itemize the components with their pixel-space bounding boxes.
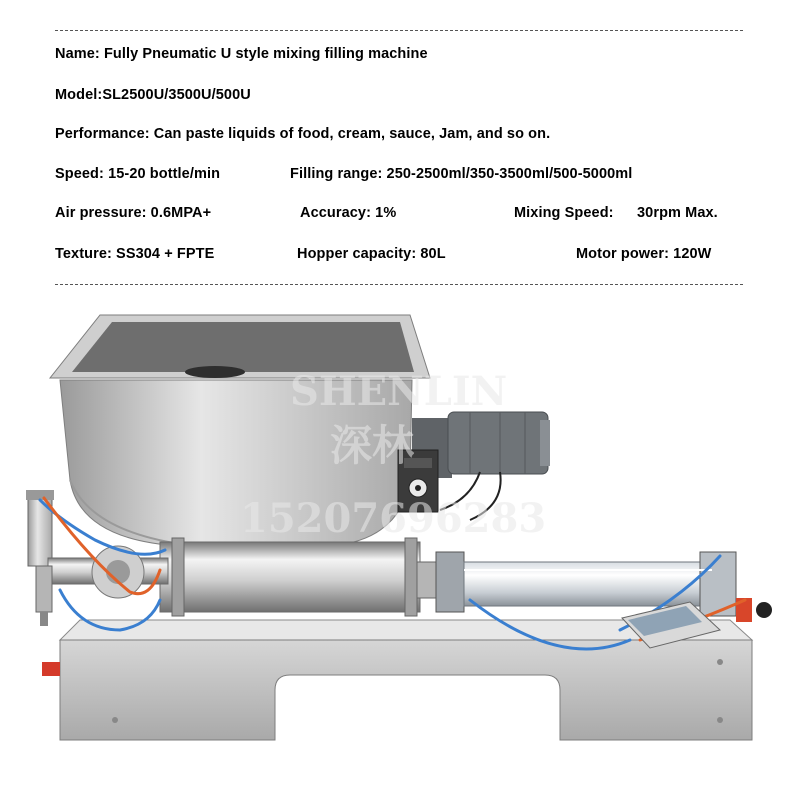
- air-inlet-fitting: [42, 662, 60, 676]
- spec-name: Name: Fully Pneumatic U style mixing filling machine: [55, 46, 428, 62]
- spec-mixing-speed-label: Mixing Speed:: [514, 205, 614, 221]
- spec-air-pressure: Air pressure: 0.6MPA+: [55, 205, 212, 221]
- spec-speed: Speed: 15-20 bottle/min: [55, 166, 221, 182]
- spec-motor-power: Motor power: 120W: [576, 246, 712, 262]
- watermark-brand: SHENLIN: [290, 368, 508, 415]
- spec-filling-range: Filling range: 250-2500ml/350-3500ml/500-5000ml: [290, 166, 633, 182]
- watermark-phone: 15207696283: [240, 495, 547, 542]
- spec-mixing-speed-value: 30rpm Max.: [637, 205, 718, 221]
- mixing-tube: [160, 538, 439, 616]
- watermark-chinese: 深林: [330, 421, 415, 470]
- adjust-knob: [756, 602, 772, 618]
- spec-texture: Texture: SS304 + FPTE: [55, 246, 215, 262]
- filling-machine-photo: [0, 300, 800, 800]
- spec-performance: Performance: Can paste liquids of food, cream, sauce, Jam, and so on.: [55, 126, 551, 142]
- spec-model: Model:SL2500U/3500U/500U: [55, 87, 251, 103]
- spec-accuracy: Accuracy: 1%: [300, 205, 397, 221]
- spec-hopper-capacity: Hopper capacity: 80L: [297, 246, 446, 262]
- top-divider: [55, 30, 743, 31]
- bottom-divider: [55, 284, 743, 285]
